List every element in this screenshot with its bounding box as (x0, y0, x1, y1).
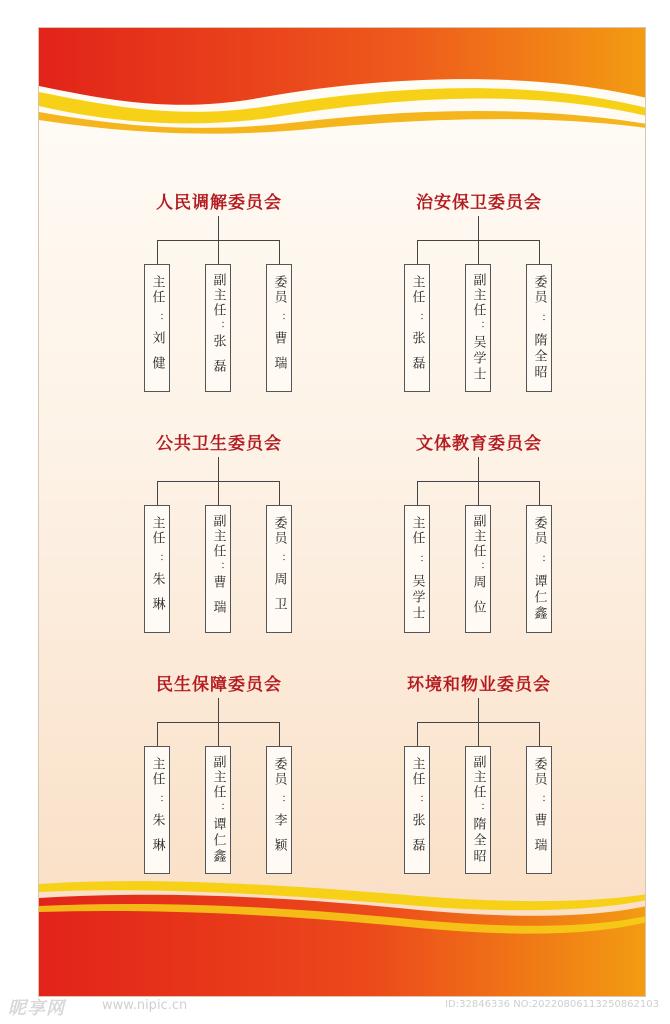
member-name: 李颖 (271, 813, 287, 863)
tree-drop-line (539, 240, 540, 264)
member-text (405, 506, 429, 632)
member-role: 副主任 (210, 272, 226, 318)
member-role: 委员 (271, 757, 287, 787)
member-role: 主任 (409, 757, 425, 787)
tree-drop-line (218, 240, 219, 264)
member-box (266, 505, 292, 633)
member-role: 副主任 (210, 513, 226, 559)
member-name: 吴学士 (470, 335, 486, 384)
tree-trunk-line (478, 457, 479, 481)
member-colon: ： (152, 554, 163, 564)
member-text (405, 747, 429, 873)
tree-drop-line (417, 722, 418, 746)
member-role: 委员 (531, 275, 547, 306)
member-name: 张磊 (409, 813, 425, 863)
member-text (466, 747, 490, 873)
member-box (144, 264, 170, 392)
tree-drop-line (218, 722, 219, 746)
committee-section (134, 670, 304, 900)
tree-drop-line (478, 240, 479, 264)
member-colon: ： (274, 554, 285, 564)
member-colon: ： (473, 803, 484, 814)
member-box (266, 264, 292, 392)
member-colon: ： (274, 795, 285, 805)
member-box (144, 505, 170, 633)
tree-drop-line (218, 481, 219, 505)
member-name: 张磊 (409, 331, 425, 381)
member-text (267, 747, 291, 873)
member-name: 朱琳 (149, 813, 165, 863)
member-colon: ： (152, 795, 163, 805)
member-colon: ： (152, 313, 163, 323)
member-role: 副主任 (210, 754, 226, 800)
org-tree (394, 698, 564, 898)
member-role: 委员 (271, 516, 287, 546)
committee-section (134, 188, 304, 418)
member-colon: ： (534, 554, 545, 565)
committee-title: 环境和物业委员会 (407, 675, 551, 695)
member-name: 周位 (470, 574, 486, 625)
member-colon: ： (412, 313, 423, 323)
member-colon: ： (534, 795, 545, 805)
member-text (145, 265, 169, 391)
member-text (206, 506, 230, 632)
member-colon: ： (473, 321, 484, 332)
member-role: 副主任 (470, 513, 486, 559)
member-box (465, 505, 491, 633)
top-wave-decoration (39, 28, 646, 138)
tree-drop-line (478, 481, 479, 505)
member-role: 委员 (531, 516, 547, 547)
member-role: 主任 (409, 516, 425, 547)
member-text (206, 265, 230, 391)
watermark-brand: 昵享网 (8, 998, 65, 1019)
member-role: 委员 (531, 757, 547, 787)
member-colon: ： (534, 313, 545, 324)
member-box (404, 505, 430, 633)
member-name: 隋全昭 (531, 332, 547, 381)
member-box (205, 505, 231, 633)
member-text (527, 265, 551, 391)
tree-drop-line (157, 481, 158, 505)
tree-drop-line (539, 481, 540, 505)
member-name: 曹瑞 (531, 813, 547, 863)
member-role: 主任 (149, 757, 165, 787)
member-box (205, 264, 231, 392)
member-box (404, 746, 430, 874)
member-colon: ： (213, 803, 224, 814)
member-box (144, 746, 170, 874)
tree-drop-line (279, 481, 280, 505)
member-name: 刘健 (149, 331, 165, 381)
member-colon: ： (412, 554, 423, 565)
committee-title: 民生保障委员会 (156, 675, 282, 695)
committee-title: 公共卫生委员会 (156, 434, 282, 454)
member-text (527, 747, 551, 873)
member-text (206, 747, 230, 873)
member-text (405, 265, 429, 391)
org-tree (134, 457, 304, 657)
member-text (466, 506, 490, 632)
member-role: 副主任 (470, 754, 486, 800)
member-role: 委员 (271, 275, 287, 305)
member-text (267, 506, 291, 632)
tree-drop-line (157, 722, 158, 746)
member-colon: ： (473, 561, 484, 572)
watermark-url: www.nipic.cn (102, 998, 188, 1013)
member-text (527, 506, 551, 632)
tree-trunk-line (218, 698, 219, 722)
member-colon: ： (412, 795, 423, 805)
member-colon: ： (213, 320, 224, 331)
member-name: 谭仁鑫 (210, 817, 226, 866)
member-box (205, 746, 231, 874)
member-text (267, 265, 291, 391)
image-id-label: ID:32846336 NO:20220806113250862103 (442, 998, 662, 1011)
committee-section (394, 188, 564, 418)
committee-section (394, 670, 564, 900)
member-role: 主任 (149, 275, 165, 305)
member-name: 吴学士 (409, 573, 425, 622)
tree-drop-line (539, 722, 540, 746)
member-colon: ： (274, 313, 285, 323)
committee-section (394, 429, 564, 659)
member-box (465, 746, 491, 874)
member-role: 主任 (149, 516, 165, 546)
member-name: 谭仁鑫 (531, 573, 547, 622)
member-box (465, 264, 491, 392)
member-role: 主任 (409, 275, 425, 305)
member-text (466, 265, 490, 391)
member-role: 副主任 (470, 272, 486, 318)
member-text (145, 506, 169, 632)
member-text (145, 747, 169, 873)
poster-board (38, 27, 646, 997)
member-name: 周卫 (271, 572, 287, 622)
member-box (526, 746, 552, 874)
tree-trunk-line (478, 216, 479, 240)
committee-section (134, 429, 304, 659)
org-tree (394, 457, 564, 657)
org-tree (134, 698, 304, 898)
member-name: 曹瑞 (271, 331, 287, 381)
org-tree (394, 216, 564, 416)
committee-title: 人民调解委员会 (156, 193, 282, 213)
committee-title: 文体教育委员会 (416, 434, 542, 454)
member-box (404, 264, 430, 392)
tree-drop-line (478, 722, 479, 746)
member-box (526, 505, 552, 633)
member-name: 隋全昭 (470, 817, 486, 866)
tree-drop-line (417, 240, 418, 264)
member-colon: ： (213, 561, 224, 572)
org-tree (134, 216, 304, 416)
committee-title: 治安保卫委员会 (416, 193, 542, 213)
member-name: 朱琳 (149, 572, 165, 622)
tree-drop-line (279, 240, 280, 264)
member-box (526, 264, 552, 392)
member-name: 张磊 (210, 333, 226, 384)
tree-drop-line (417, 481, 418, 505)
tree-trunk-line (218, 457, 219, 481)
member-box (266, 746, 292, 874)
tree-trunk-line (478, 698, 479, 722)
tree-trunk-line (218, 216, 219, 240)
tree-drop-line (157, 240, 158, 264)
tree-drop-line (279, 722, 280, 746)
member-name: 曹瑞 (210, 574, 226, 625)
